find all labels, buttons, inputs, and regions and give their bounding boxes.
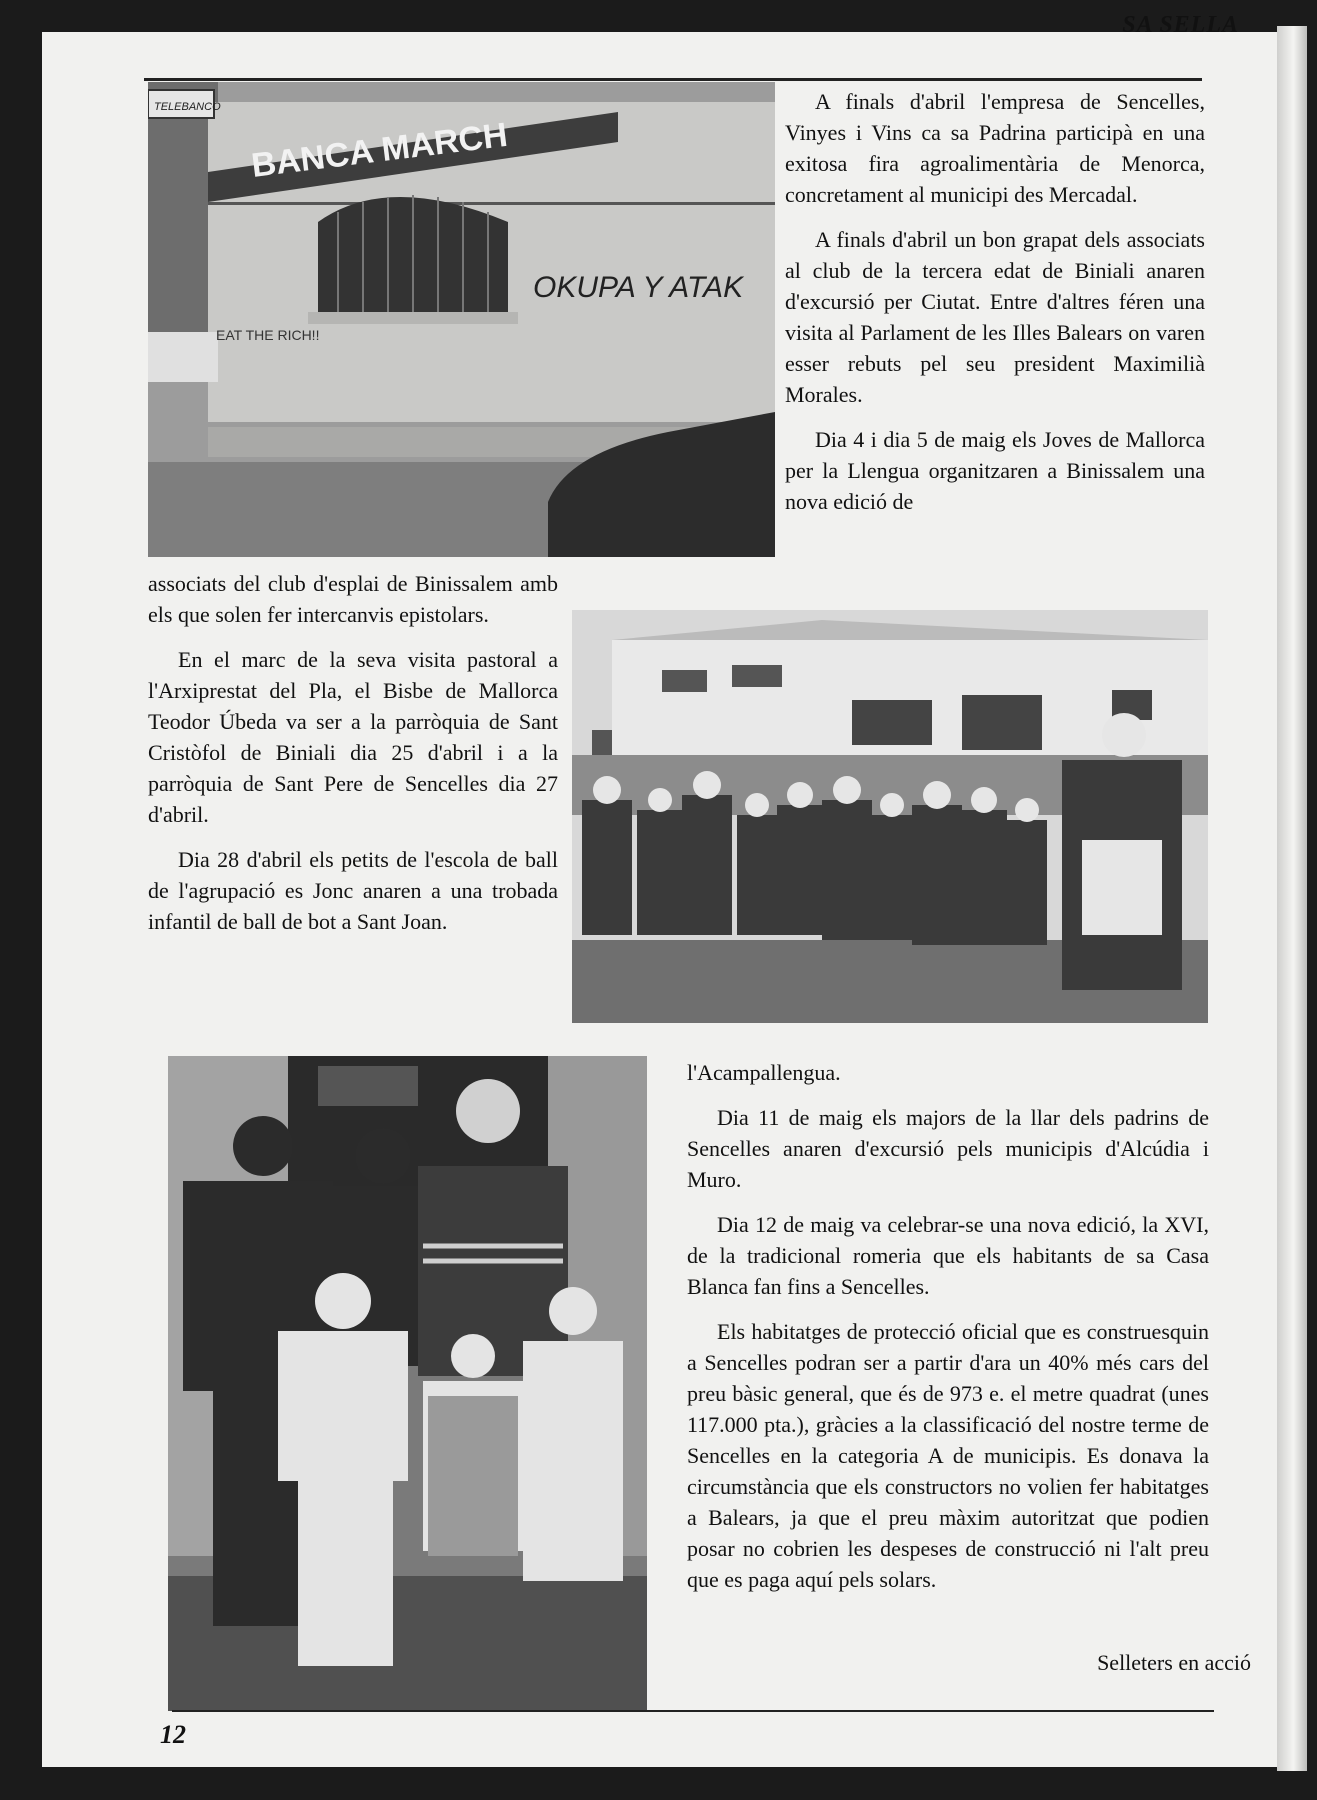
paragraph: Dia 4 i dia 5 de maig els Joves de Mallorca per la Llengua organitzaren a Binissalem una nova edició de xyxy=(785,427,1205,514)
page-edge xyxy=(1277,26,1307,1771)
paragraph: Dia 12 de maig va celebrar-se una nova edició, la XVI, de la tradicional romeria que els habitants de sa Casa Blanca fan fins a Sencelles. xyxy=(687,1212,1209,1299)
graffiti-left: EAT THE RICH!! xyxy=(216,327,320,343)
paragraph: associats del club d'esplai de Binissalem amb els que solen fer intercanvis epistolars. xyxy=(148,571,558,627)
paragraph: A finals d'abril un bon grapat dels associats al club de la tercera edat de Biniali anaren d'excursió per Ciutat. Entre d'altres féren una visita al Parlament de les Illes Balears on varen esser rebuts pel seu president Maximilià Morales. xyxy=(785,227,1205,407)
paragraph: Els habitatges de protecció oficial que es construesquin a Sencelles podran ser a partir d'ara un 40% més cars del preu bàsic general, que és de 973 e. el metre quadrat (unes 117.000 pta.), gràcies a la classificació del nostre terme de Sencelles en la categoria A de municipis. Es donava la circumstància que els constructors no volien fer habitatges a Balears, ja que el preu màxim autoritzat que podien posar no cobrien les despeses de construcció ni l'alt preu que es paga aquí pels solars. xyxy=(687,1319,1209,1592)
top-divider xyxy=(144,78,1202,81)
magazine-title: SA SELLA xyxy=(1122,12,1239,38)
paragraph: l'Acampallengua. xyxy=(687,1060,841,1085)
column-bottom-right xyxy=(687,1057,1209,1609)
bank-sign-text: BANCA MARCH xyxy=(249,115,510,185)
group-children-photo xyxy=(168,1056,647,1711)
paragraph: Dia 28 d'abril els petits de l'escola de ball de l'agrupació es Jonc anaren a una trobada infantil de ball de bot a Sant Joan. xyxy=(148,847,558,934)
paragraph: A finals d'abril l'empresa de Sencelles, Vinyes i Vins ca sa Padrina participà en una exitosa fira agroalimentària de Menorca, concretament al municipi des Mercadal. xyxy=(785,89,1205,207)
section-signature: Selleters en acció xyxy=(1097,1650,1251,1675)
folk-dancers-photo xyxy=(572,610,1208,1023)
column-top-right xyxy=(785,86,1205,531)
page-number: 12 xyxy=(160,1720,186,1749)
bank-graffiti-photo xyxy=(148,82,775,557)
bottom-divider xyxy=(172,1710,1214,1712)
graffiti-right: OKUPA Y ATAK xyxy=(533,271,744,304)
column-middle-left xyxy=(148,568,558,951)
paragraph: En el marc de la seva visita pastoral a l'Arxiprestat del Pla, el Bisbe de Mallorca Teodor Úbeda va ser a la parròquia de Sant Cristòfol de Biniali dia 25 d'abril i a la parròquia de Sant Pere de Sencelles dia 27 d'abril. xyxy=(148,647,558,827)
paragraph: Dia 11 de maig els majors de la llar dels padrins de Sencelles anaren d'excursió pels municipis d'Alcúdia i Muro. xyxy=(687,1105,1209,1192)
telebanco-sign: TELEBANCO xyxy=(154,101,221,113)
